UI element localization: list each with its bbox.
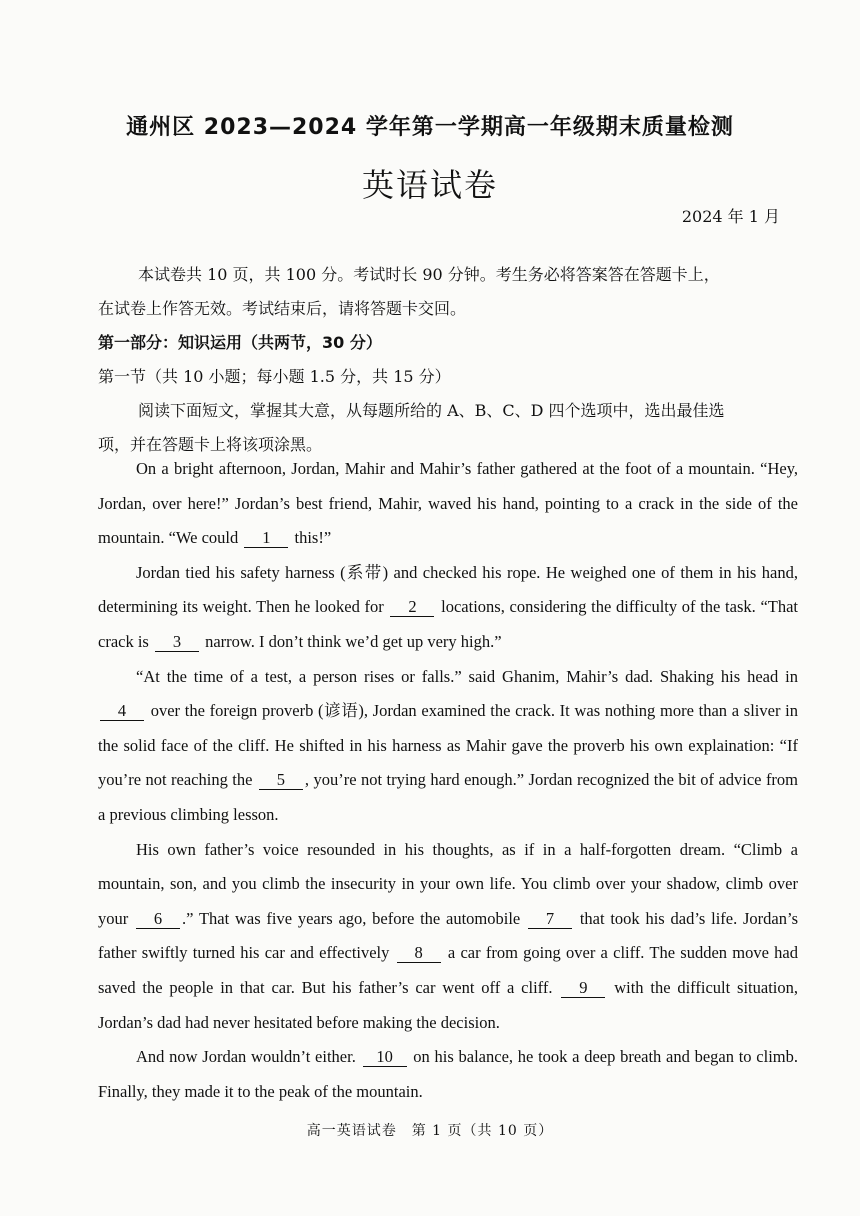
passage-text: On a bright afternoon, Jordan, Mahir and Mahir’s father gathered at the foot of a mountain. “Hey, Jordan, over here!” Jordan’s best friend, Mahir, waved his hand, pointing to a crack in the side of the mountain. “We could xyxy=(98,459,798,548)
passage-text: “At the time of a test, a person rises or falls.” said Ghanim, Mahir’s dad. Shaking his head in xyxy=(136,666,798,686)
exam-date: 2024 年 1 月 xyxy=(681,207,780,226)
subject-title: 英语试卷 xyxy=(361,166,498,204)
part-one-heading: 第一部分：知识运用（共两节，30 分） xyxy=(98,333,382,352)
passage-text: on his balance, he took a deep breath and began to climb. Finally, they made it to the peak of the mountain. xyxy=(98,1047,798,1101)
paragraph-4 xyxy=(98,833,798,1041)
passage-text: And now Jordan wouldn’t either. xyxy=(136,1047,356,1067)
passage-text: over the foreign proverb (谚语), Jordan examined the crack. It was nothing more than a sliver in the solid face of the cliff. He shifted in his harness as Mahir gave the proverb his own explaination: “If you’re not reaching the xyxy=(98,701,799,790)
passage-text: , you’re not trying hard enough.” Jordan recognized the bit of advice from a previous climbing lesson. xyxy=(98,770,799,824)
blank-5: 5 xyxy=(259,771,303,790)
blank-10: 10 xyxy=(363,1048,407,1067)
blank-4: 4 xyxy=(100,702,144,721)
instructions xyxy=(98,258,798,462)
direction-line-1: 阅读下面短文，掌握其大意，从每题所给的 A、B、C、D 四个选项中，选出最佳选 xyxy=(138,401,725,420)
paragraph-2 xyxy=(98,556,798,660)
blank-6: 6 xyxy=(136,910,180,929)
passage-text: a car from going over a cliff. The sudden move had saved the people in that car. But his father’s car went off a cliff. xyxy=(98,943,798,997)
blank-2: 2 xyxy=(390,598,434,617)
section-one-heading: 第一节（共 10 小题；每小题 1.5 分，共 15 分） xyxy=(98,367,451,386)
paragraph-5 xyxy=(98,1040,798,1109)
passage-text: that took his dad’s life. Jordan’s father swiftly turned his car and effectively xyxy=(98,908,798,963)
passage-text: locations, considering the difficulty of the task. “That crack is xyxy=(98,597,799,651)
passage-text: .” That was five years ago, before the automobile xyxy=(182,908,521,928)
blank-8: 8 xyxy=(397,944,441,963)
passage-text: this!” xyxy=(294,528,332,548)
paragraph-3 xyxy=(98,660,798,833)
intro-line-2: 在试卷上作答无效。考试结束后，请将答题卡交回。 xyxy=(98,299,467,318)
paragraph-1 xyxy=(98,452,798,556)
direction-line-2: 项，并在答题卡上将该项涂黑。 xyxy=(98,435,323,454)
intro-line-1: 本试卷共 10 页，共 100 分。考试时长 90 分钟。考生务必将答案答在答题卡上， xyxy=(138,265,720,284)
passage-text: with the difficult situation, Jordan’s dad had never hesitated before making the decision. xyxy=(98,977,798,1032)
blank-9: 9 xyxy=(561,979,605,998)
exam-title: 通州区 2023—2024 学年第一学期高一年级期末质量检测 xyxy=(126,115,734,140)
blank-3: 3 xyxy=(155,633,199,652)
passage-text: Jordan tied his safety harness (系带) and checked his rope. He weighed one of them in his hand, determining its weight. Then he looked for xyxy=(98,562,798,617)
blank-1: 1 xyxy=(244,529,288,548)
reading-passage xyxy=(98,452,798,1109)
blank-7: 7 xyxy=(528,910,572,929)
passage-text: His own father’s voice resounded in his thoughts, as if in a half-forgotten dream. “Climb a mountain, son, and you climb the insecurity in your own life. You climb over your shadow, climb over your xyxy=(98,839,798,928)
page-footer: 高一英语试卷 第 1 页（共 10 页） xyxy=(306,1123,554,1139)
passage-text: narrow. I don’t think we’d get up very high.” xyxy=(205,631,502,651)
